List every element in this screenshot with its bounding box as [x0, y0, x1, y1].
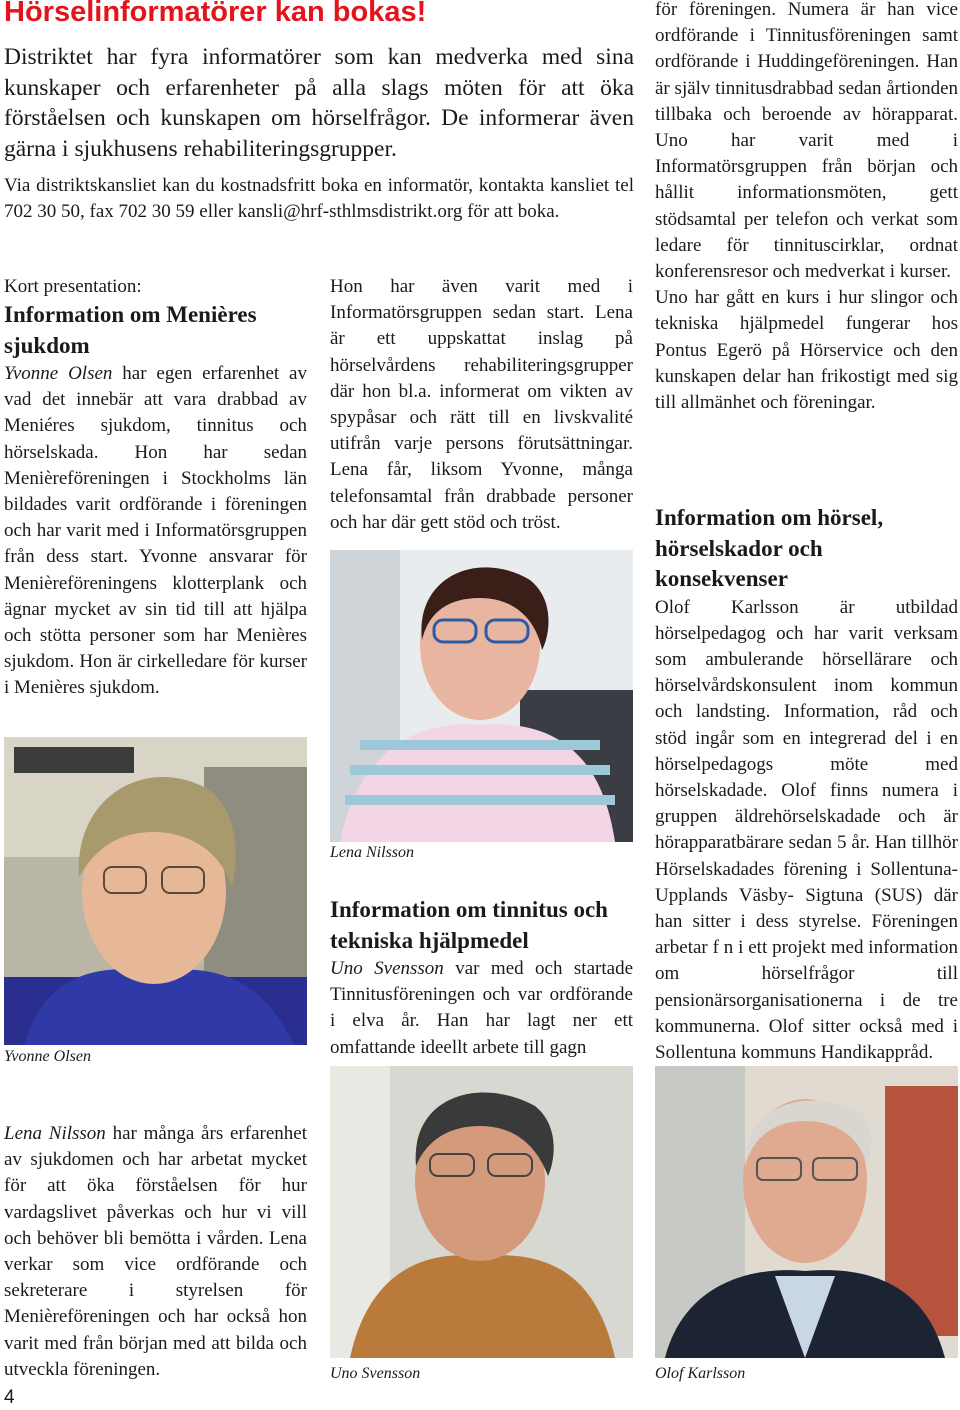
uno-name: Uno Svensson: [330, 958, 444, 979]
meniere-section: [4, 274, 307, 702]
lena-name: Lena Nilsson: [4, 1123, 106, 1144]
uno-bio-continued: för föreningen. Numera är han vice ordförande i Tinnitusföreningen samt ordförande i Huddingeföreningen. Han är själv tinnitusdrabbad sedan årtionden tillbaka och beroende av hörapparat. Uno har varit med i Informatörsgruppen från början och hållit informationsmöten, gett stödsamtal per telefon och verkat som ledare för tinnituscirklar, ordnat konferensresor och medverkat i kurser.: [655, 0, 958, 283]
caption-olof: Olof Karlsson: [655, 1365, 746, 1382]
page-number: 4: [4, 1387, 15, 1408]
tinnitus-section: [330, 895, 633, 1061]
caption-lena: Lena Nilsson: [330, 844, 415, 861]
caption-uno: Uno Svensson: [330, 1365, 421, 1382]
photo-uno-svensson: [330, 1066, 633, 1358]
lena-bio: [4, 1121, 307, 1383]
booking-info: Via distriktskansliet kan du kostnadsfritt boka en informatör, kontakta kansliet tel 702 30 50, fax 702 30 59 eller kansli@hrf-sthlmsdistrikt.org för att boka.: [4, 175, 634, 223]
uno-bio: [330, 956, 633, 1061]
horsel-heading: Information om hörsel, hörselskador och konsekvenser: [655, 505, 884, 591]
meniere-heading: Information om Menières sjukdom: [4, 302, 257, 358]
uno-bio-continued-2: Uno har gått en kurs i hur slingor och tekniska hjälpmedel fungerar hos Pontus Egerö på Hörservice och den kunskapen delar han frikostigt med sig till allmänhet och föreningar.: [655, 287, 958, 414]
article-intro: Distriktet har fyra informatörer som kan medverka med sina kunskaper och erfarenheter på alla slags möten för att öka förståelsen och kunskapen om hörselfrågor. De informerar även gärna i sjukhusens rehabiliteringsgrupper.: [4, 44, 634, 162]
article-title: Hörselinformatörer kan bokas!: [4, 0, 427, 28]
uno-text: var med och startade Tinnitusföreningen och var ordförande i elva år. Han har lagt ner ett omfattande ideellt arbete till gagn: [330, 958, 633, 1058]
photo-lena-nilsson: [330, 550, 633, 842]
yvonne-text: har egen erfarenhet av vad det innebär att vara drabbad av Meniéres sjukdom, tinnitus och hörselskada. Hon har sedan Menièreföreningen i Stockholms län bildades varit ordförande i föreningen och har varit med i Informatörsgruppen från dess start. Yvonne ansvarar för Menièreföreningens klotterplank och ägnar mycket av sin tid till att hjälpa och stötta personer som har Menières sjukdom. Hon är cirkelledare för kurser i Menières sjukdom.: [4, 363, 307, 699]
lena-bio-continued: Hon har även varit med i Informatörsgruppen sedan start. Lena är ett uppskattat inslag på hörselvårdens rehabiliteringsgrupper där hon bl.a. informerat om vikten av spypåsar och rätt till en livskvalité utifrån varje persons förutsättningar. Lena får, liksom Yvonne, många telefonsamtal från drabbade personer och har där gett stöd och tröst.: [330, 276, 633, 533]
section-kicker: Kort presentation:: [4, 276, 142, 297]
olof-bio: Olof Karlsson är utbildad hörselpedagog och har varit verksam som ambulerande hörsellärare och hörselvårdskonsulent inom kommun och landsting. Information, råd och stöd ingår som en integrerad del i en hörselpedagogs möte med hörselskadade. Olof finns numera i gruppen äldrehörselskadade och är hörapparatbärare sedan 5 år. Han tillhör Hörselskadades förening i Sollentuna- Upplands Väsby- Sigtuna (SUS) där han sitter i dess styrelse. Föreningen arbetar f n i ett projekt med information om hörselfrågor till pensionärsorganisationerna i de tre kommunerna. Olof sitter också med i Sollentuna kommuns Handikappråd.: [655, 596, 958, 1063]
lena-text: har många års erfarenhet av sjukdomen och har arbetat mycket för att öka förståelsen för hur vardagslivet påverkas och hur vi vill och behöver bli bemötta i vården. Lena verkar som vice ordförande och sekreterare i styrelsen för Menièreföreningen och har också hon varit med från början med att bilda och utveckla föreningen.: [4, 1123, 307, 1380]
yvonne-name: Yvonne Olsen: [4, 363, 113, 384]
tinnitus-heading: Information om tinnitus och tekniska hjälpmedel: [330, 897, 608, 953]
caption-yvonne: Yvonne Olsen: [4, 1048, 91, 1065]
horsel-section: [655, 503, 958, 1066]
photo-olof-karlsson: [655, 1066, 958, 1358]
photo-yvonne-olsen: [4, 737, 307, 1045]
uno-continued: [655, 0, 958, 416]
yvonne-bio: [4, 361, 307, 702]
